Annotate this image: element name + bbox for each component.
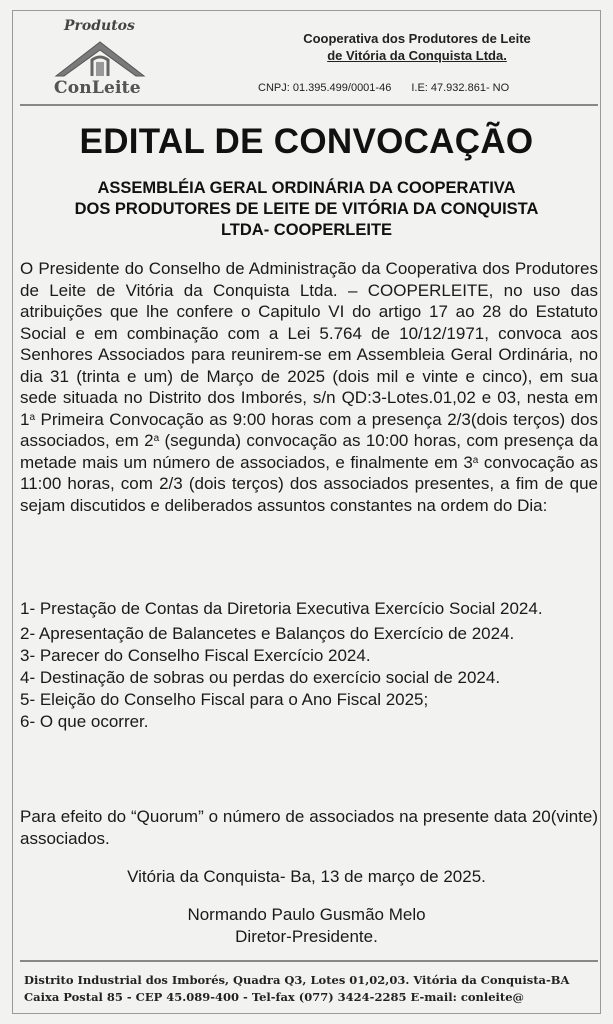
cooperative-name: [262, 30, 572, 64]
place-and-date: Vitória da Conquista- Ba, 13 de março de 2025.: [127, 867, 486, 886]
ordinal-marker-2: a: [153, 433, 160, 444]
agenda-item: 4- Destinação de sobras ou perdas do exercício social de 2024.: [20, 668, 501, 687]
document-title: EDITAL DE CONVOCAÇÃO: [79, 122, 534, 161]
signer-role: Diretor-Presidente.: [235, 927, 378, 946]
agenda-item: 6- O que ocorrer.: [20, 712, 149, 731]
logo-brand-text: ConLeite: [54, 78, 141, 98]
footer-address: [24, 972, 596, 1006]
ie-text: I.E: 47.932.861- NO: [411, 82, 510, 94]
paragraph-part-3: (segunda) convocação as 10:00 horas, com presença da metade mais um número de associados, e finalmente em 3: [20, 431, 599, 472]
logo-roof-icon: [52, 36, 148, 82]
subtitle-line1: ASSEMBLÉIA GERAL ORDINÁRIA DA COOPERATIVA: [97, 179, 516, 197]
coop-name-line1: Cooperativa dos Produtores de Leite: [303, 31, 531, 46]
ordinal-marker-1: a: [29, 411, 36, 423]
agenda-item: 5- Eleição do Conselho Fiscal para o Ano Fiscal 2025;: [20, 690, 429, 709]
conleite-logo: [50, 18, 150, 100]
footer-line2: Caixa Postal 85 - CEP 45.089-400 - Tel-fax (077) 3424-2285 E-mail: conleite@: [24, 990, 525, 1004]
paragraph-part-2: Primeira Convocação as 9:00 horas com a presença 2/3(dois terços) dos associados, em 2: [20, 409, 598, 450]
quorum-paragraph: Para efeito do “Quorum” o número de associados na presente data 20(vinte) associados.: [20, 807, 598, 848]
agenda-list: [20, 598, 598, 733]
header-divider: [20, 104, 598, 106]
signature-block: [0, 904, 613, 948]
convocation-paragraph: [20, 258, 598, 516]
agenda-item: 2- Apresentação de Balancetes e Balanços do Exercício de 2024.: [20, 624, 515, 643]
signer-name: Normando Paulo Gusmão Melo: [187, 905, 426, 924]
ordinal-marker-3: a: [472, 454, 479, 466]
document-subtitle: [30, 178, 583, 241]
footer-divider: [20, 960, 598, 962]
agenda-item: 1- Prestação de Contas da Diretoria Executiva Exercício Social 2024.: [20, 599, 543, 618]
coop-identifiers: [258, 82, 509, 94]
footer-line1: Distrito Industrial dos Imborés, Quadra Q3, Lotes 01,02,03. Vitória da Conquista-BA: [24, 973, 570, 987]
subtitle-line3: LTDA- COOPERLEITE: [220, 221, 393, 239]
paragraph-part-1: O Presidente do Conselho de Administração da Cooperativa dos Produtores de Leite de Vitória da Conquista Ltda. – COOPERLEITE, no uso das atribuições que lhe confere o Capitulo VI do artigo 17 ao 28 do Estatuto Social e em combinação com a Lei 5.764 de 10/12/1971, convoca aos Senhores Associados para reunirem-se em Assembleia Geral Ordinária, no dia 31 (trinta e um) de Março de 2025 (dois mil e vinte e cinco), em sua sede situada no Distrito dos Imborés, s/n QD:3-Lotes.01,02 e 03, nesta em 1: [20, 259, 598, 429]
agenda-item: 3- Parecer do Conselho Fiscal Exercício 2024.: [20, 646, 371, 665]
subtitle-line2: DOS PRODUTORES DE LEITE DE VITÓRIA DA CONQUISTA: [74, 200, 539, 218]
cnpj-text: CNPJ: 01.395.499/0001-46: [258, 82, 392, 94]
logo-produtos-text: Produtos: [64, 18, 135, 34]
paragraph-part-4: convocação as 11:00 horas, com 2/3 (dois terços) dos associados presentes, a fim de que sejam discutidos e deliberados assuntos constantes na ordem do Dia:: [20, 452, 598, 515]
coop-name-line2: de Vitória da Conquista Ltda.: [327, 48, 507, 63]
